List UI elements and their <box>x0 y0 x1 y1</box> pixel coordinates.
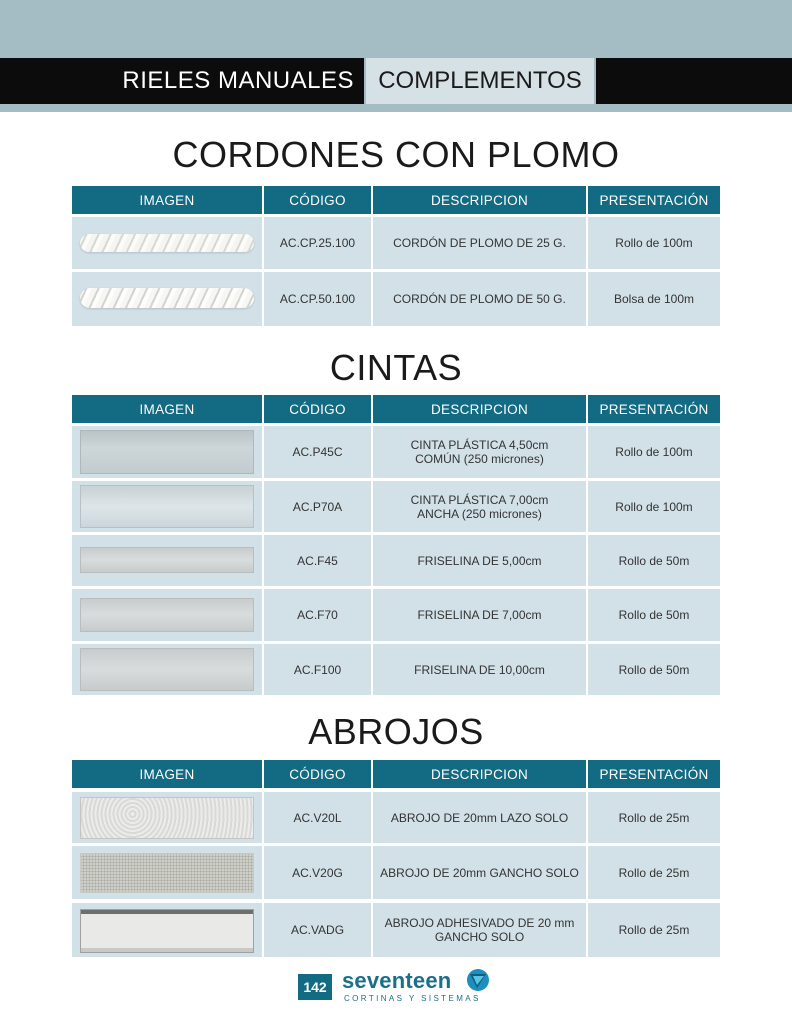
product-description <box>373 903 586 957</box>
product-image-cell <box>72 481 262 532</box>
friselina-sample-image <box>80 547 254 573</box>
th-codigo: CÓDIGO <box>264 186 371 214</box>
product-presentation: Rollo de 100m <box>588 481 720 532</box>
th-descripcion: DESCRIPCION <box>373 395 586 423</box>
description-line: ANCHA (250 micrones) <box>417 506 542 521</box>
product-image-cell <box>72 644 262 695</box>
velcro-loop-sample-image <box>80 797 254 839</box>
product-code: AC.F45 <box>264 535 371 586</box>
description-line: CINTA PLÁSTICA 7,00cm <box>410 492 549 507</box>
velcro-hook-sample-image <box>80 853 254 893</box>
table-header-cintas <box>72 395 720 423</box>
th-descripcion: DESCRIPCION <box>373 186 586 214</box>
section-title-cordones: CORDONES CON PLOMO <box>172 134 620 175</box>
product-code: AC.V20G <box>264 846 371 899</box>
product-image-cell <box>72 426 262 478</box>
th-imagen: IMAGEN <box>72 186 262 214</box>
description-line: GANCHO SOLO <box>434 930 525 944</box>
th-presentacion: PRESENTACIÓN <box>588 395 720 423</box>
th-imagen: IMAGEN <box>72 760 262 788</box>
table-row <box>72 481 720 532</box>
table-row <box>72 903 720 957</box>
header-right-block <box>596 58 792 104</box>
product-description: ABROJO DE 20mm GANCHO SOLO <box>373 846 586 899</box>
table-row <box>72 426 720 478</box>
footer <box>298 968 494 1008</box>
product-description: CORDÓN DE PLOMO DE 25 G. <box>373 217 586 269</box>
product-image-cell <box>72 535 262 586</box>
product-image-cell <box>72 589 262 641</box>
table-row <box>72 644 720 695</box>
th-presentacion: PRESENTACIÓN <box>588 760 720 788</box>
table-row <box>72 792 720 843</box>
product-description: CORDÓN DE PLOMO DE 50 G. <box>373 272 586 326</box>
product-code: AC.F100 <box>264 644 371 695</box>
product-image-cell <box>72 217 262 269</box>
section-title-abrojos: ABROJOS <box>308 711 484 752</box>
description-line: COMÚN (250 micrones) <box>415 452 544 466</box>
brand-logo-icon <box>466 968 490 992</box>
product-description <box>373 426 586 478</box>
product-image-cell <box>72 272 262 326</box>
table-row <box>72 589 720 641</box>
product-presentation: Rollo de 50m <box>588 589 720 641</box>
product-presentation: Bolsa de 100m <box>588 272 720 326</box>
product-image-cell <box>72 792 262 843</box>
cord-sample-image <box>80 288 254 308</box>
page-number: 142 <box>298 974 332 1000</box>
top-band <box>0 0 792 60</box>
th-descripcion: DESCRIPCION <box>373 760 586 788</box>
product-code: AC.VADG <box>264 903 371 957</box>
description-line: ABROJO ADHESIVADO DE 20 mm <box>384 916 575 930</box>
th-codigo: CÓDIGO <box>264 395 371 423</box>
section-title-cintas: CINTAS <box>329 347 463 388</box>
cord-sample-image <box>80 234 254 252</box>
product-code: AC.V20L <box>264 792 371 843</box>
product-description: FRISELINA DE 7,00cm <box>373 589 586 641</box>
brand-tagline: CORTINAS Y SISTEMAS <box>344 994 481 1003</box>
product-description: FRISELINA DE 5,00cm <box>373 535 586 586</box>
product-presentation: Rollo de 25m <box>588 846 720 899</box>
table-header-cordones <box>72 186 720 214</box>
th-presentacion: PRESENTACIÓN <box>588 186 720 214</box>
friselina-sample-image <box>80 648 254 691</box>
product-presentation: Rollo de 25m <box>588 903 720 957</box>
product-presentation: Rollo de 25m <box>588 792 720 843</box>
product-image-cell <box>72 846 262 899</box>
product-image-cell <box>72 903 262 957</box>
table-row <box>72 217 720 269</box>
table-row <box>72 846 720 899</box>
th-imagen: IMAGEN <box>72 395 262 423</box>
table-row <box>72 272 720 326</box>
table-header-abrojos <box>72 760 720 788</box>
velcro-adhesive-sample-image <box>80 909 254 953</box>
tape-sample-image <box>80 485 254 528</box>
brand-name: seventeen <box>342 968 452 993</box>
th-codigo: CÓDIGO <box>264 760 371 788</box>
product-description: FRISELINA DE 10,00cm <box>373 644 586 695</box>
product-code: AC.CP.50.100 <box>264 272 371 326</box>
product-presentation: Rollo de 100m <box>588 426 720 478</box>
header-section-title: RIELES MANUALES <box>0 58 364 104</box>
product-presentation: Rollo de 50m <box>588 644 720 695</box>
product-presentation: Rollo de 50m <box>588 535 720 586</box>
tape-sample-image <box>80 430 254 474</box>
header-subsection-title: COMPLEMENTOS <box>366 58 594 104</box>
product-code: AC.F70 <box>264 589 371 641</box>
friselina-sample-image <box>80 598 254 632</box>
product-code: AC.CP.25.100 <box>264 217 371 269</box>
product-description <box>373 481 586 532</box>
header-underline <box>0 104 792 112</box>
product-description: ABROJO DE 20mm LAZO SOLO <box>373 792 586 843</box>
product-code: AC.P70A <box>264 481 371 532</box>
product-code: AC.P45C <box>264 426 371 478</box>
product-presentation: Rollo de 100m <box>588 217 720 269</box>
table-row <box>72 535 720 586</box>
description-line: CINTA PLÁSTICA 4,50cm <box>410 438 549 452</box>
